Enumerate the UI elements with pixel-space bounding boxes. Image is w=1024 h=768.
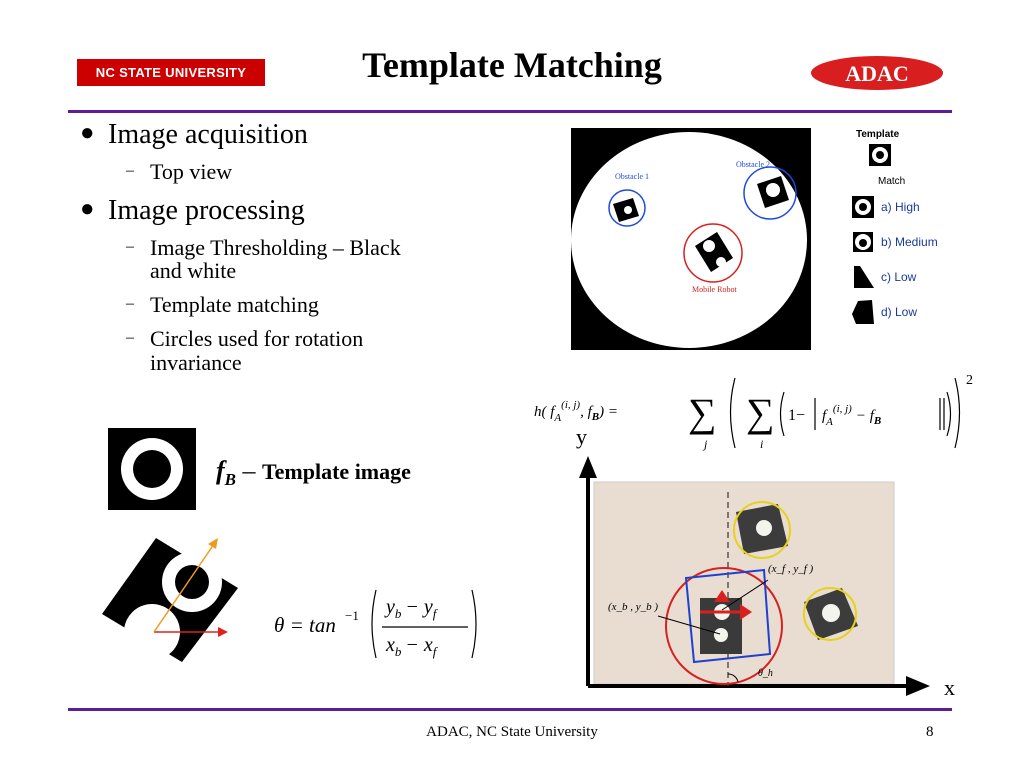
match-low-c-label: c) Low [881,270,917,284]
sub-bullet-label: invariance [150,350,242,375]
match-medium-icon [850,230,876,254]
slide-title: Template Matching [362,45,662,85]
sub-bullet-top-view [126,159,233,184]
h-lhs: h( f [534,404,555,420]
theta-den-x: x [386,634,395,656]
sub-bullet-template-matching [126,292,319,317]
dash-icon: – [126,295,134,312]
label-obstacle-2: Obstacle 2 [736,160,770,169]
sub-bullet-label: Circles used for rotation [150,326,364,351]
label-obstacle-1: Obstacle 1 [615,172,649,181]
h-lhs-sup: (i, j) [561,399,581,411]
sub-bullet-circles-cont [150,351,242,375]
bullet-image-acquisition [80,119,308,150]
theta-den-sub1: b [394,644,402,659]
theta-exponent: −1 [345,608,359,623]
sum-inner-icon: ∑ [746,390,775,435]
match-high-icon [850,195,876,219]
h-lhs-close: ) = [599,404,618,420]
match-high-label: a) High [881,200,920,214]
match-low-d-icon [850,298,876,326]
match-low-c-icon [850,264,876,290]
template-image [108,428,196,510]
page-number: 8 [926,724,934,740]
rotated-robot-diagram [100,538,250,664]
svg-text:yb− yf [384,596,439,621]
bullet-label: Image acquisition [108,119,308,150]
template-caption [216,456,411,490]
legend-match-label: Match [878,176,906,187]
sub-bullet-thresholding-cont [150,259,236,283]
theta-num-sub2: f [432,606,437,621]
robot-photo [568,420,968,702]
template-dash: – [242,456,256,485]
h-lhs-sub2: B [591,411,600,423]
h-index-j: j [704,437,708,451]
bullet-dot-icon: ● [80,196,95,222]
theta-num-minus: − y [405,596,433,618]
thresholded-image [571,128,811,350]
sub-bullet-thresholding [126,235,401,260]
h-one-minus: 1− [788,407,806,424]
match-low-d-label: d) Low [881,305,918,319]
photo-x-axis-label: x [944,675,955,700]
bottom-divider [68,708,952,711]
footer-text: ADAC, NC State University [426,724,598,740]
template-subscript: B [224,470,237,490]
photo-front-label: (x_f , y_f ) [768,563,814,575]
legend-template-label: Template [856,129,900,140]
top-divider [68,110,952,113]
theta-den-sub2: f [432,644,437,659]
photo-back-label: (x_b , y_b ) [608,601,659,613]
svg-text:xb− xf [385,634,439,659]
h-inner-sup: (i, j) [832,403,852,415]
sum-outer-icon: ∑ [688,390,717,435]
h-inner-sub: A [826,416,833,428]
sub-bullet-label: Template matching [150,292,319,317]
h-inner-minus: − f [855,408,874,424]
ncsu-logo: NC STATE UNIVERSITY [77,59,265,86]
bullet-image-processing [80,195,305,226]
dash-icon: – [126,329,134,346]
legend-template-icon [869,144,891,166]
sub-bullet-label: Image Thresholding – Black [150,235,401,260]
adac-logo-text: ADAC [845,61,909,86]
bullet-dot-icon: ● [80,120,95,146]
theta-num-y: y [386,596,395,618]
h-inner-sub2: B [873,415,882,427]
adac-logo [810,55,944,91]
theta-lhs: θ = tan [274,613,336,637]
h-inner-f: f [822,408,827,424]
label-mobile-robot: Mobile Robot [692,285,737,294]
template-text: Template image [262,459,411,484]
theta-num-sub1: b [394,606,402,621]
h-index-i: i [760,437,764,451]
h-lhs-sub: A [554,412,562,424]
sub-bullet-label: and white [150,258,237,283]
h-lhs-rest: , f [580,404,592,420]
template-symbol: f [216,456,225,485]
sub-bullet-circles [126,326,364,351]
theta-den-minus: − x [405,634,433,656]
match-medium-label: b) Medium [881,235,938,249]
dash-icon: – [126,162,134,179]
dash-icon: – [126,238,134,255]
theta-formula [272,584,482,666]
photo-y-axis-label: y [576,424,587,449]
photo-theta-label: θ_h [758,668,773,679]
bullet-label: Image processing [108,195,305,226]
sub-bullet-label: Top view [150,159,233,184]
h-power: 2 [966,373,973,388]
